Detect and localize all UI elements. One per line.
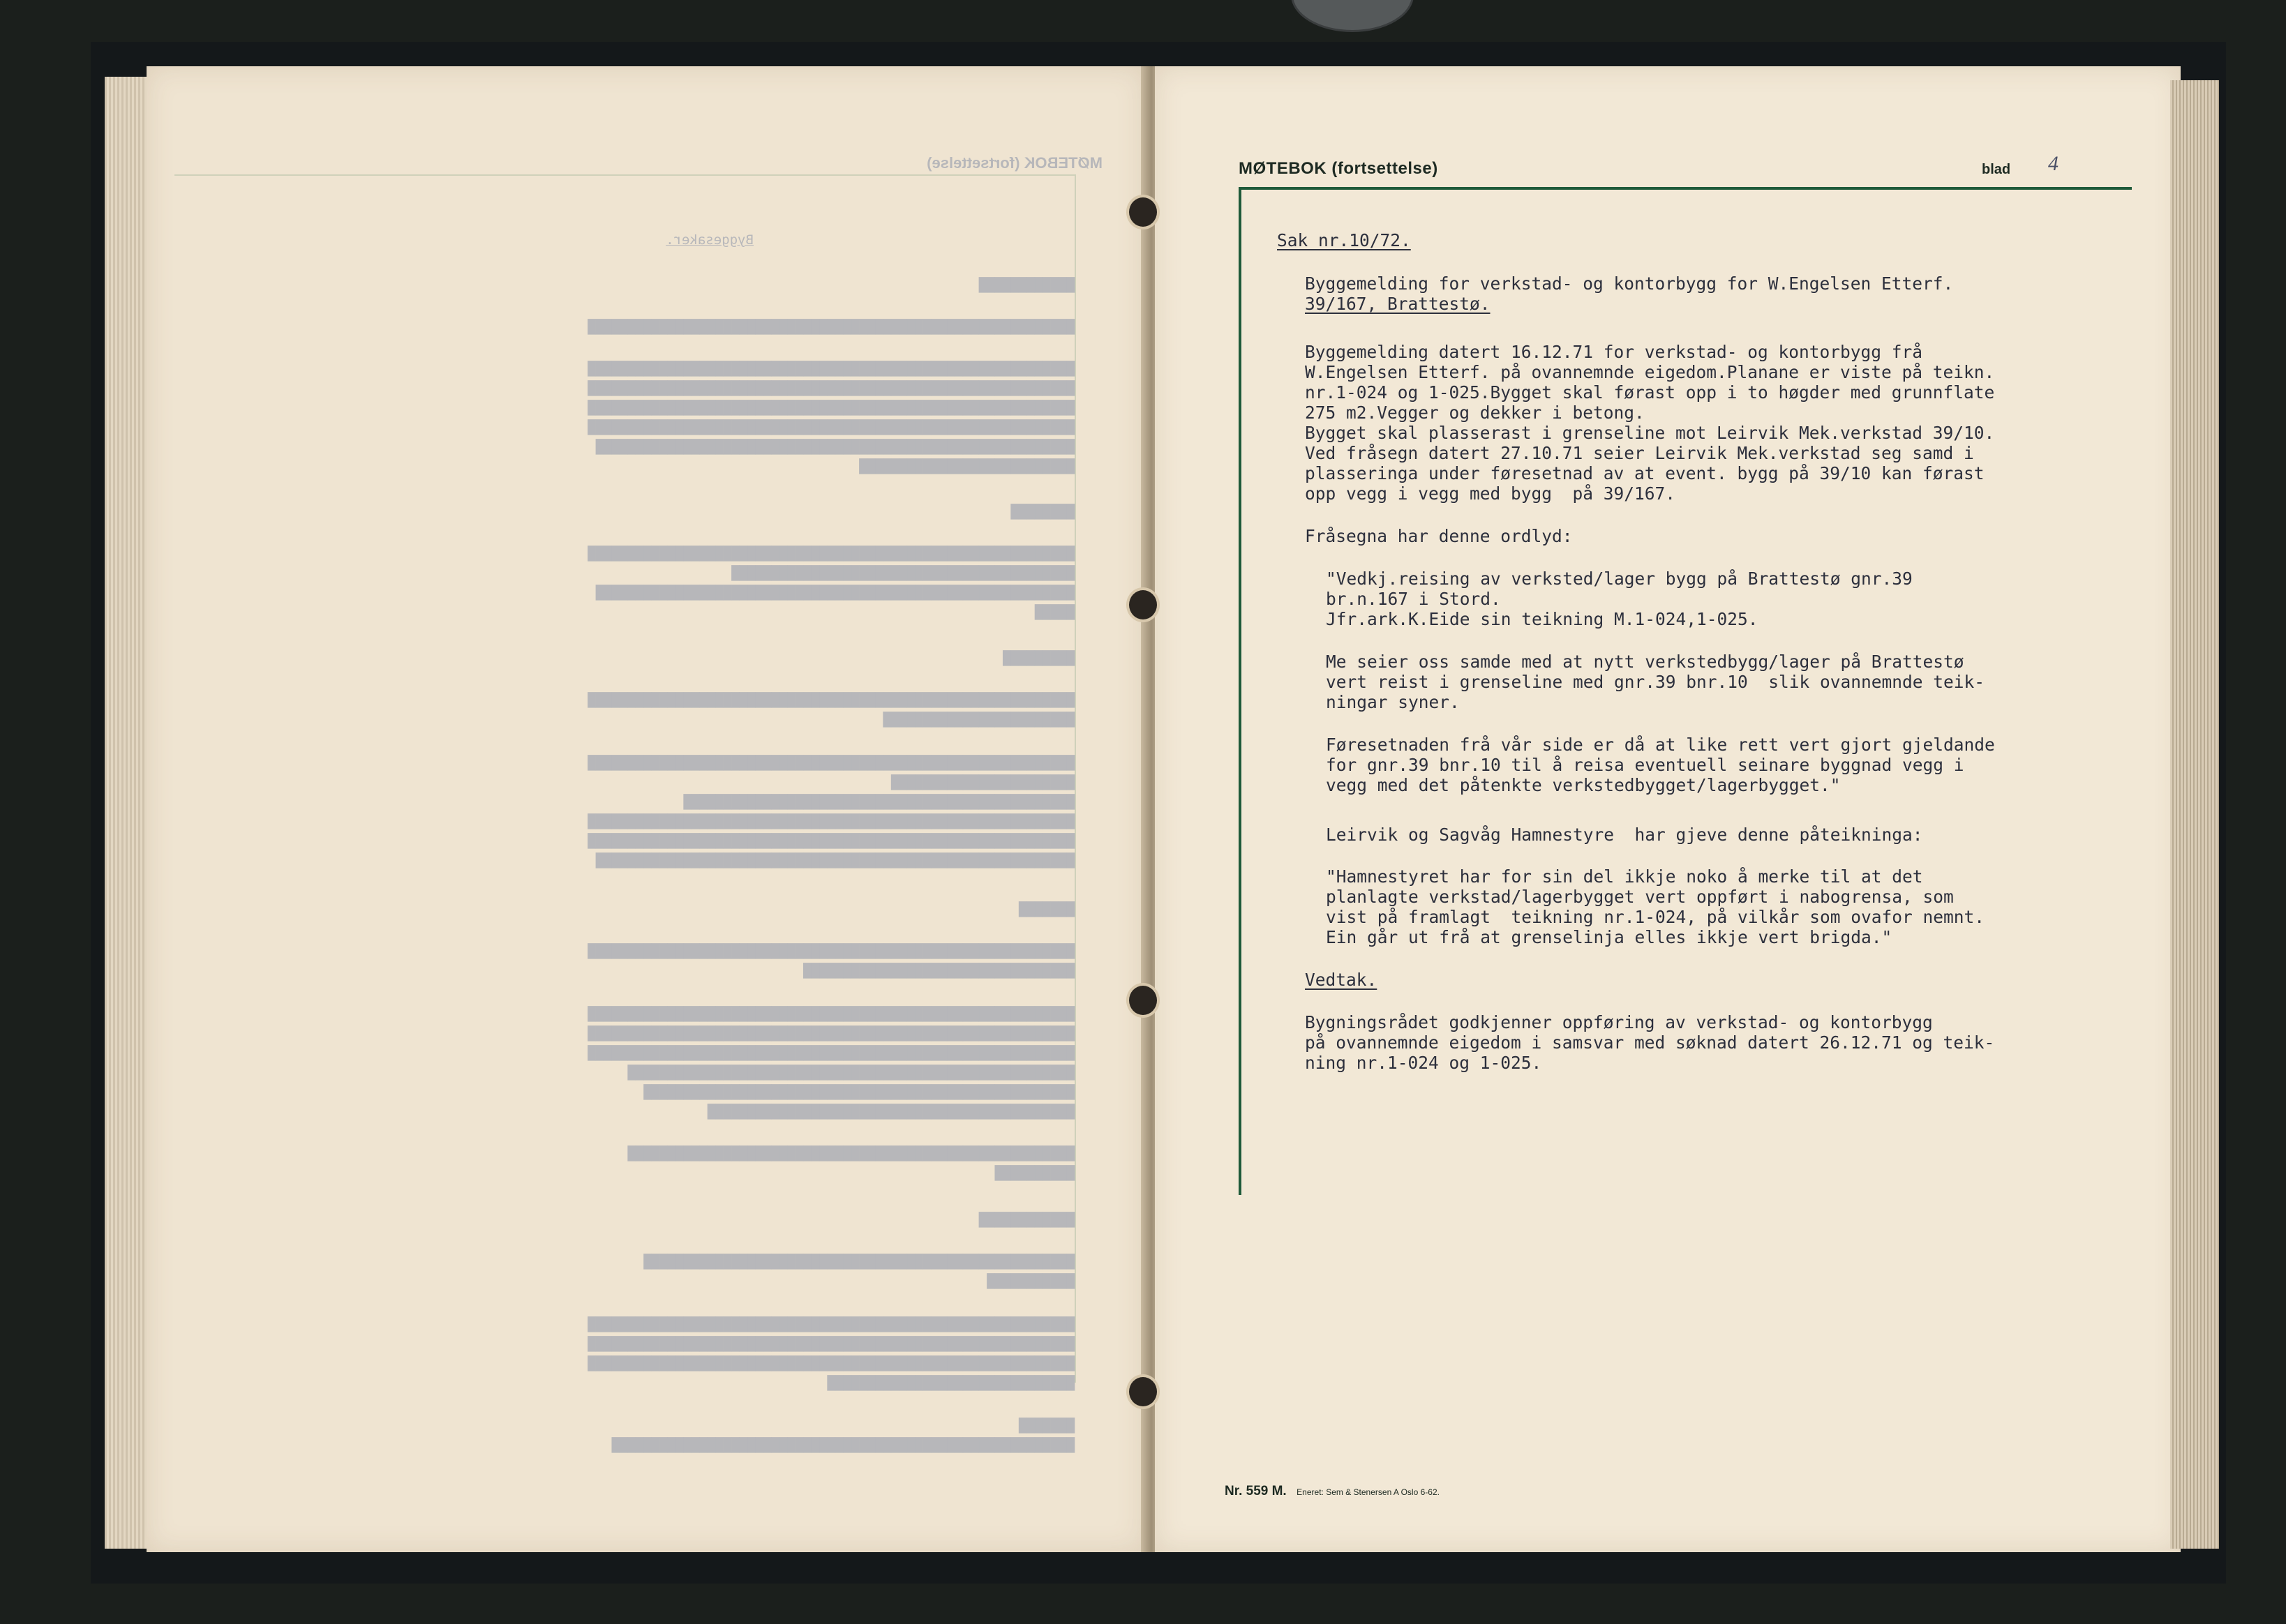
quote-line: Me seier oss samde med at nytt verkstedbygg/lager på Brattestø <box>1326 652 1964 672</box>
vedtak-line: Bygningsrådet godkjenner oppføring av verkstad- og kontorbygg <box>1305 1012 1933 1032</box>
left-page-edges <box>105 77 150 1549</box>
vedtak-line: på ovannemnde eigedom i samsvar med søknad datert 26.12.71 og teik- <box>1305 1032 1995 1053</box>
quote-line: vegg med det påtenkte verkstedbygget/lagerbygget." <box>1326 775 1841 795</box>
subject-line: Byggemelding for verkstad- og kontorbygg for W.Engelsen Etterf. <box>1305 273 1954 294</box>
text-line: plasseringa under føresetnad av at event. bygg på 39/10 kan førast <box>1305 463 1985 483</box>
quote-line: Føresetnaden frå vår side er då at like rett vert gjort gjeldande <box>1326 735 1995 755</box>
quote-line: Ein går ut frå at grenselinja elles ikkje vert brigda." <box>1326 927 1892 947</box>
text-line: nr.1-024 og 1-025.Bygget skal førast opp i to høgder med grunnflate <box>1305 382 1995 403</box>
ghost-show-through: MØTEBOK (fortsettelse) Byggesaker. ████████████ █████████████████████████████████████████████████████████████ █████████████████████████████████████████████████████████████ █████████████████████████████████████████████████████████████ █████████████████████████████████████████████████████████████ █████████████████████████████████████████████████████████████ ████████████████████████████████████████████████████████████ ███████████████████████████ ████████ █████████████████████████████████████████████████████████████ ███████████████████████████████████████████ ████████████████████████████████████████████████████████████ █████ █████████ █████████████████████████████████████████████████████████████ ████████████████████████ █████████████████████████████████████████████████████████████ ███████████████████████ █████████████████████████████████████████████████ █████████████████████████████████████████████████████████████ █████████████████████████████████████████████████████████████ ████████████████████████████████████████████████████████████ ███████ █████████████████████████████████████████████████████████████ ██████████████████████████████████ █████████████████████████████████████████████████████████████ █████████████████████████████████████████████████████████████ █████████████████████████████████████████████████████████████ ████████████████████████████████████████████████████████ ██████████████████████████████████████████████████████ ██████████████████████████████████████████████ ████████████████████████████████████████████████████████ ██████████ ████████████ ██████████████████████████████████████████████████████ ███████████ █████████████████████████████████████████████████████████████ █████████████████████████████████████████████████████████████ █████████████████████████████████████████████████████████████ ███████████████████████████████ ███████ ██████████████████████████████████████████████████████████ <box>588 154 1103 1453</box>
quote-line: for gnr.39 bnr.10 til å reisa eventuell seinare byggnad vegg i <box>1326 755 1964 775</box>
quote-line: ningar syner. <box>1326 692 1460 712</box>
case-heading: Sak nr.10/72. <box>1277 230 1411 250</box>
coin <box>1291 0 1414 32</box>
text-line: Leirvik og Sagvåg Hamnestyre har gjeve denne påteikninga: <box>1326 825 1923 845</box>
binder-hole <box>1129 197 1157 227</box>
quote-line: Jfr.ark.K.Eide sin teikning M.1-024,1-025. <box>1326 609 1758 629</box>
text-line: 275 m2.Vegger og dekker i betong. <box>1305 403 1645 423</box>
quote-line: vist på framlagt teikning nr.1-024, på vilkår som ovafor nemnt. <box>1326 907 1985 927</box>
page-header-blad-label: blad <box>1982 162 2011 177</box>
quote-line: vert reist i grenseline med gnr.39 bnr.10 slik ovannemnde teik- <box>1326 672 1985 692</box>
quote-line: br.n.167 i Stord. <box>1326 589 1501 609</box>
form-number: Nr. 559 M. <box>1225 1484 1287 1498</box>
quote-line: planlagte verkstad/lagerbygget vert oppført i nabogrensa, som <box>1326 887 1954 907</box>
text-line: W.Engelsen Etterf. på ovannemnde eigedom.Planane er viste på teikn. <box>1305 362 1995 382</box>
page-header-title: MØTEBOK (fortsettelse) <box>1239 159 1438 178</box>
quote-line: "Hamnestyret har for sin del ikkje noko å merke til at det <box>1326 866 1923 887</box>
text-line: Bygget skal plasserast i grenseline mot Leirvik Mek.verkstad 39/10. <box>1305 423 1995 443</box>
binder-hole <box>1129 986 1157 1015</box>
printer-imprint: Eneret: Sem & Stenersen A Oslo 6-62. <box>1297 1487 1440 1497</box>
text-line: Byggemelding datert 16.12.71 for verkstad- og kontorbygg frå <box>1305 342 1923 362</box>
text-line: Ved fråsegn datert 27.10.71 seier Leirvik Mek.verkstad seg samd i <box>1305 443 1974 463</box>
header-rule <box>1239 187 2132 190</box>
ghost-header: MØTEBOK (fortsettelse) <box>927 154 1103 172</box>
page-footer <box>1225 1484 1440 1499</box>
binder-hole <box>1129 1377 1157 1406</box>
vedtak-line: ning nr.1-024 og 1-025. <box>1305 1053 1542 1073</box>
right-page-edges <box>2170 80 2219 1549</box>
margin-rule <box>1239 187 1241 1195</box>
page-number: 4 <box>2048 152 2059 175</box>
subject-line: 39/167, Brattestø. <box>1305 294 1491 314</box>
text-line: opp vegg i vegg med bygg på 39/167. <box>1305 483 1676 504</box>
quote-line: "Vedkj.reising av verksted/lager bygg på Brattestø gnr.39 <box>1326 569 1913 589</box>
ghost-title: Byggesaker. <box>666 232 754 248</box>
binder-hole <box>1129 590 1157 619</box>
text-line: Fråsegna har denne ordlyd: <box>1305 526 1573 546</box>
vedtak-heading: Vedtak. <box>1305 970 1377 990</box>
